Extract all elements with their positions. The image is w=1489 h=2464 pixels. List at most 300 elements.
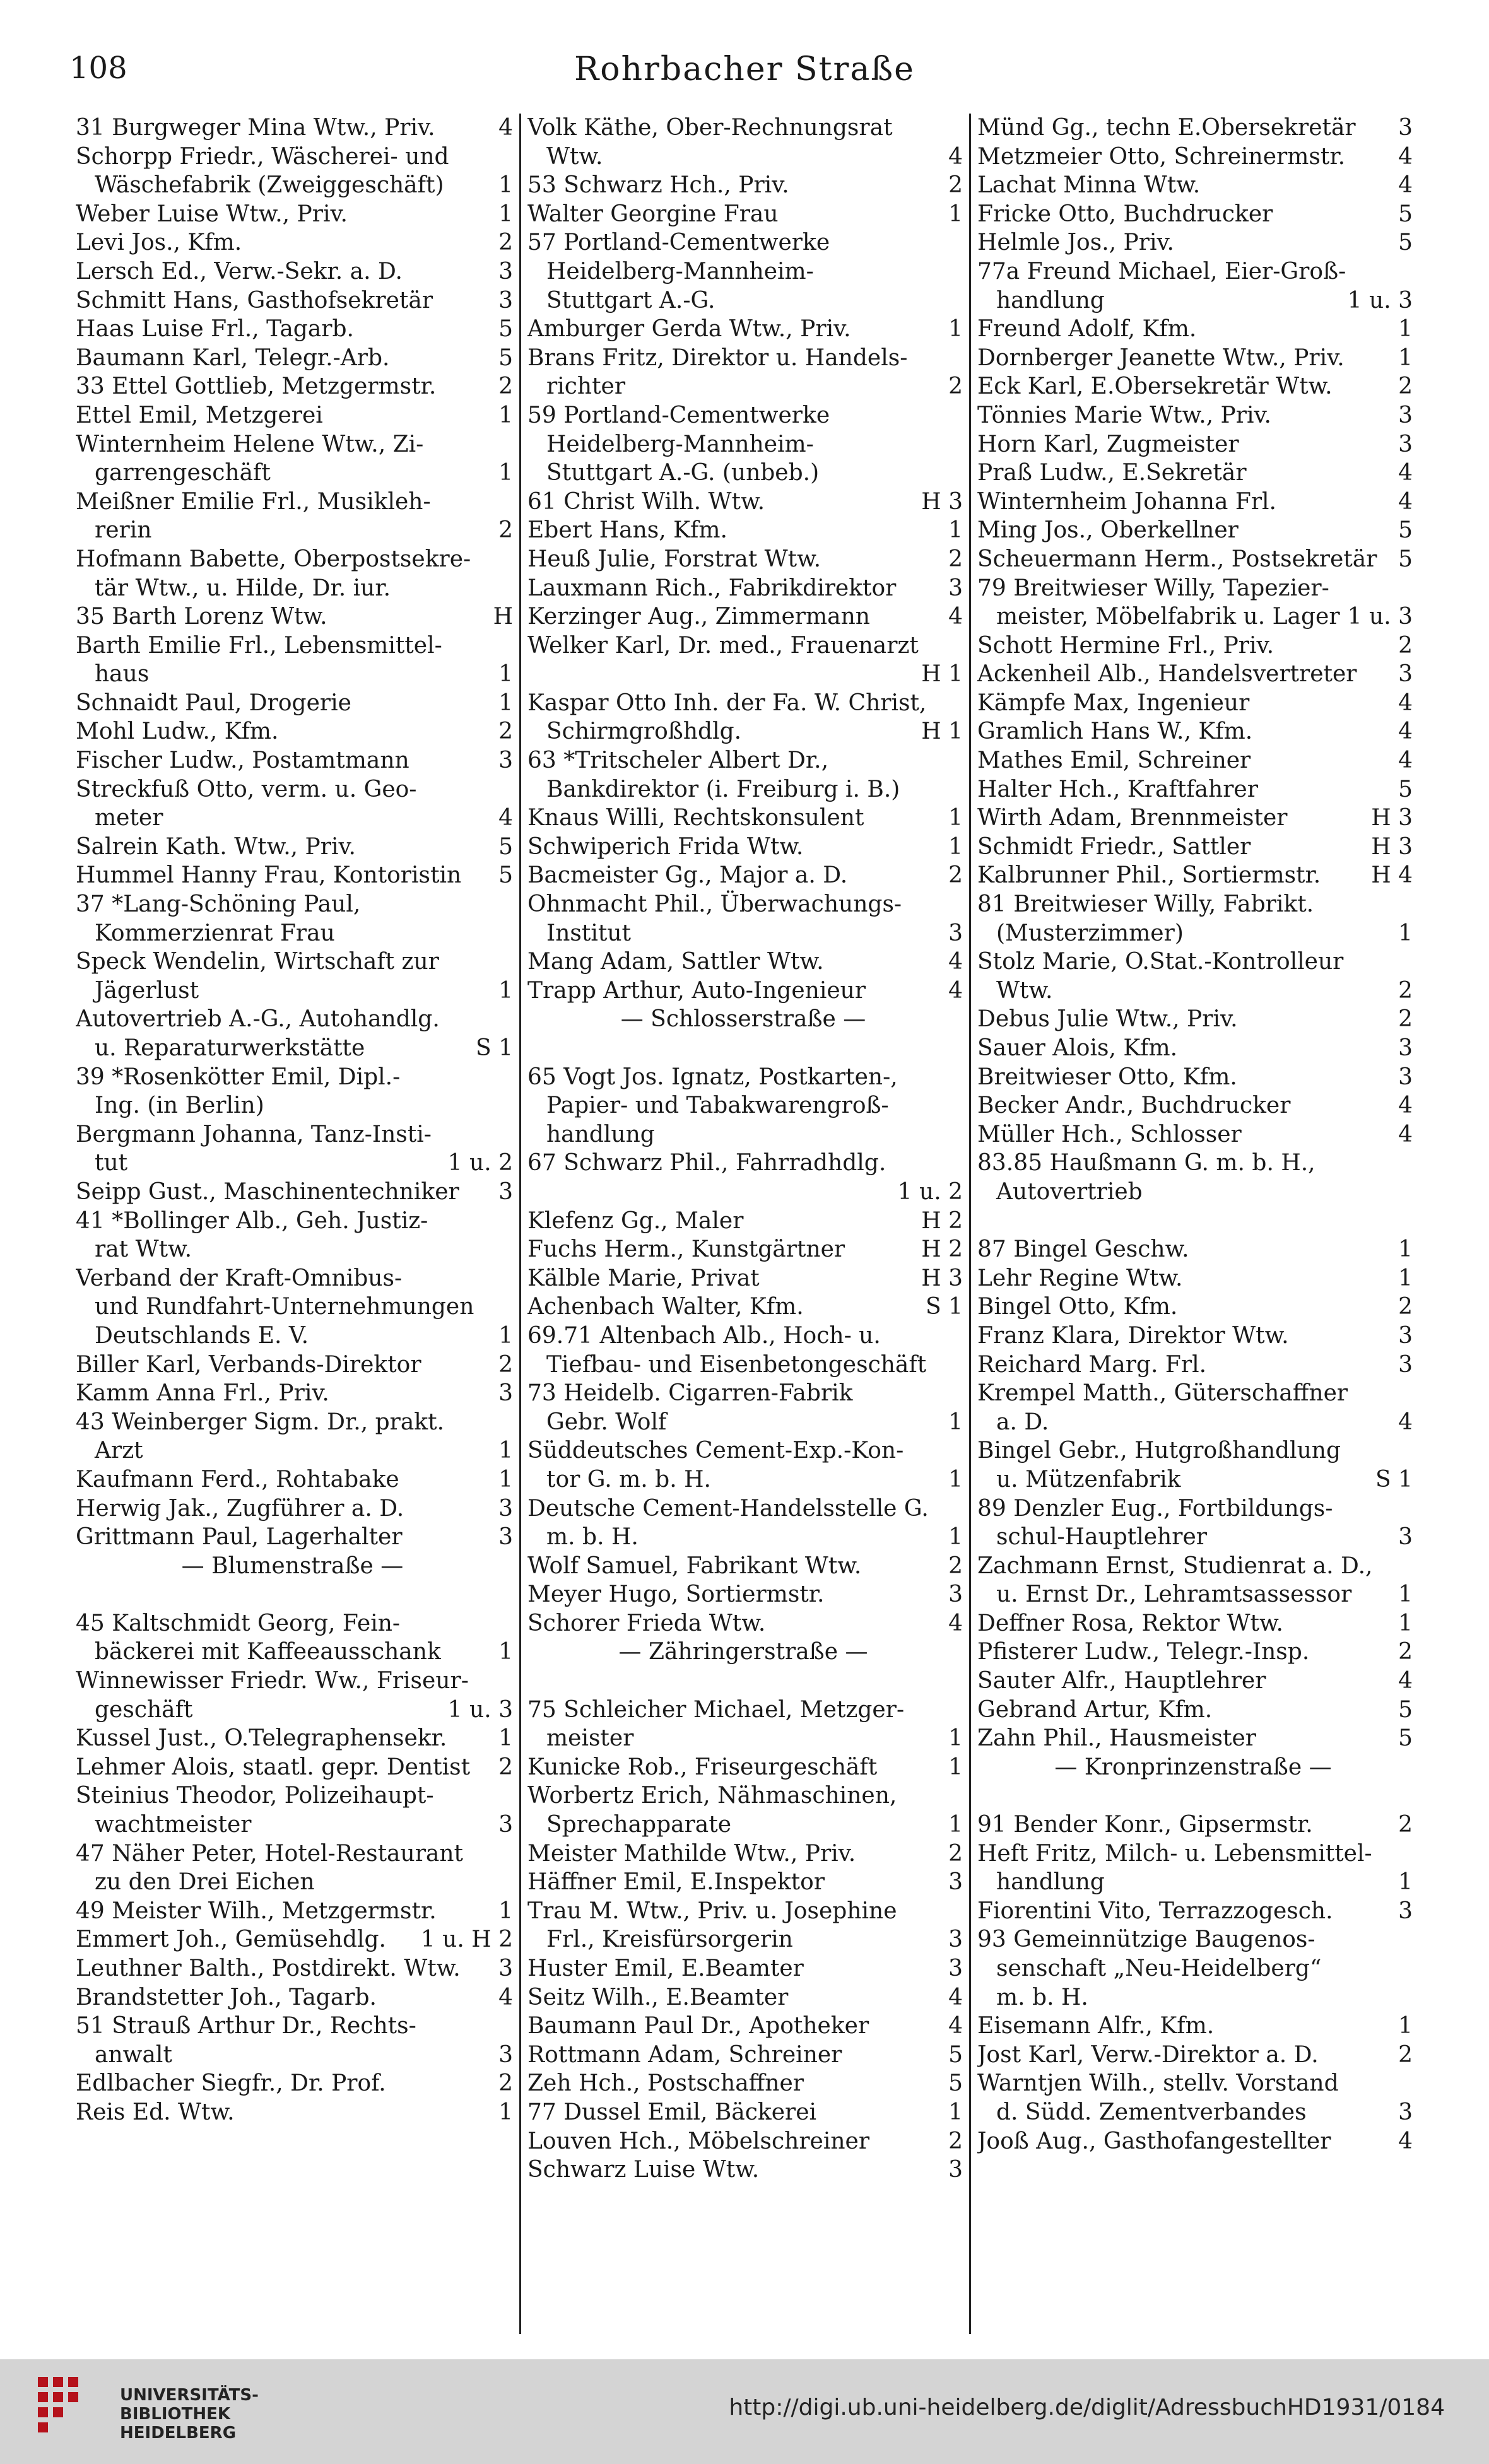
entry-floor-mark: 2 [1398,2041,1413,2068]
entry-floor-mark: 3 [498,1495,513,1522]
entry-text: Wtw. [546,143,603,170]
directory-entry [76,1753,513,1782]
entry-text: — Kronprinzenstraße — [1054,1754,1332,1780]
directory-entry [76,1005,513,1034]
entry-floor-mark: 2 [948,862,963,889]
column-2 [519,114,969,2334]
directory-entry [76,574,513,603]
entry-text: Seipp Gust., Maschinentechniker [76,1178,459,1205]
entry-text: Schorpp Friedr., Wäscherei- und [76,143,449,170]
directory-entry [977,1005,1413,1034]
entry-text: Münd Gg., techn E.Obersekretär [977,115,1356,141]
entry-text: Knaus Willi, Rechtskonsulent [527,805,864,831]
entry-floor-mark: 4 [1398,2128,1413,2154]
entry-text: — Blumenstraße — [181,1552,404,1579]
row-spacer [76,1580,513,1609]
directory-entry [977,861,1413,890]
street-section-heading [527,1005,963,1034]
entry-text: 51 Strauß Arthur Dr., Rechts- [76,2013,416,2039]
entry-floor-mark: 3 [498,287,513,314]
entry-text: Ebert Hans, Kfm. [527,517,727,544]
entry-text: Schmidt Friedr., Sattler [977,833,1251,860]
entry-floor-mark: 3 [1398,1351,1413,1378]
entry-floor-mark: 2 [948,2128,963,2154]
entry-floor-mark: 4 [1398,1121,1413,1147]
directory-entry [977,602,1413,631]
directory-entry [977,372,1413,401]
directory-entry [977,660,1413,689]
entry-floor-mark: 3 [1398,431,1413,457]
entry-floor-mark: 1 u. 3 [1347,287,1413,314]
entry-floor-mark: 3 [948,920,963,946]
directory-entry [977,1810,1413,1839]
entry-text: Ettel Emil, Metzgerei [76,402,323,428]
entry-text: 31 Burgweger Mina Wtw., Priv. [76,115,435,141]
entry-text: Meißner Emilie Frl., Musikleh- [76,488,431,515]
directory-entry [977,1149,1413,1178]
directory-entry [977,1580,1413,1609]
entry-text: senschaft „Neu-Heidelberg“ [996,1956,1322,1981]
entry-floor-mark: 1 [948,1409,963,1435]
entry-floor-mark: 3 [948,1869,963,1896]
entry-text: Eisemann Alfr., Kfm. [977,2013,1215,2039]
directory-entry [977,1609,1413,1638]
entry-text: Kunicke Rob., Friseurgeschäft [527,1754,878,1780]
entry-text: Kussel Just., O.Telegraphensekr. [76,1725,447,1752]
directory-entry [977,1494,1413,1523]
directory-entry [76,545,513,574]
directory-entry [527,1696,963,1725]
entry-text: Haas Luise Frl., Tagarb. [76,316,354,343]
entry-text: tor G. m. b. H. [546,1466,711,1493]
entry-text: Brans Fritz, Direktor u. Handels- [527,344,908,371]
directory-entry [977,977,1413,1006]
directory-entry [527,602,963,631]
entry-text: Trapp Arthur, Auto-Ingenieur [527,977,866,1004]
entry-text: Kommerzienrat Frau [95,920,335,946]
entry-text: Halter Hch., Kraftfahrer [977,776,1258,802]
entry-floor-mark: 1 [498,1466,513,1493]
entry-text: 65 Vogt Jos. Ignatz, Postkarten-, [527,1064,898,1090]
directory-entry [977,2127,1413,2156]
directory-entry [527,1408,963,1437]
entry-text: Meyer Hugo, Sortiermstr. [527,1581,825,1608]
entry-floor-mark: H 2 [921,1207,963,1234]
entry-text: Jost Karl, Verw.-Direktor a. D. [977,2041,1319,2068]
directory-entry [527,1436,963,1465]
entry-text: Kerzinger Aug., Zimmermann [527,604,870,630]
entry-text: Biller Karl, Verbands-Direktor [76,1351,421,1378]
entry-text: 79 Breitwieser Willy, Tapezier- [977,575,1329,601]
directory-entry [76,1609,513,1638]
entry-text: geschäft [95,1696,193,1723]
entry-text: Steinius Theodor, Polizeihaupt- [76,1783,434,1809]
directory-entry [527,1264,963,1293]
entry-floor-mark: 2 [498,1754,513,1780]
directory-entry [977,143,1413,172]
entry-text: Kälble Marie, Privat [527,1265,760,1291]
directory-entry [527,1609,963,1638]
directory-entry [527,401,963,430]
directory-entry [527,1293,963,1322]
entry-text: Kamm Anna Frl., Priv. [76,1380,329,1407]
entry-text: 53 Schwarz Hch., Priv. [527,172,789,199]
directory-entry [977,1351,1413,1380]
directory-entry [527,1494,963,1523]
entry-floor-mark: 3 [498,2041,513,2068]
directory-entry [527,890,963,919]
entry-floor-mark: 1 [1398,1265,1413,1291]
entry-text: Ackenheil Alb., Handelsvertreter [977,661,1357,688]
directory-columns [69,114,1420,2334]
entry-text: Häffner Emil, E.Inspektor [527,1869,825,1896]
entry-floor-mark: H 2 [921,1236,963,1263]
entry-floor-mark: 4 [948,143,963,170]
directory-entry [977,1264,1413,1293]
row-spacer [977,1781,1413,1810]
directory-entry [527,430,963,459]
entry-text: Welker Karl, Dr. med., Frauenarzt [527,632,919,659]
entry-floor-mark: 1 [498,172,513,199]
entry-floor-mark: 1 u. H 2 [420,1927,513,1953]
entry-text: Horn Karl, Zugmeister [977,431,1239,457]
directory-entry [527,1091,963,1120]
entry-text: richter [546,373,626,400]
entry-text: Heidelberg-Mannheim- [546,431,814,457]
directory-entry [527,1580,963,1609]
entry-text: Helmle Jos., Priv. [977,230,1174,256]
entry-text: Stuttgart A.-G. [546,287,715,314]
directory-entry [527,545,963,574]
entry-text: Edlbacher Siegfr., Dr. Prof. [76,2070,386,2097]
entry-text: 81 Breitwieser Willy, Fabrikt. [977,891,1314,918]
directory-entry [76,1293,513,1322]
entry-text: Metzmeier Otto, Schreinermstr. [977,143,1346,170]
directory-entry [977,1408,1413,1437]
entry-floor-mark: 4 [1398,488,1413,515]
entry-text: Deutschlands E. V. [95,1322,309,1349]
directory-entry [76,459,513,488]
directory-entry [527,1552,963,1581]
directory-entry [527,689,963,718]
entry-text: Breitwieser Otto, Kfm. [977,1064,1237,1090]
directory-entry [76,1351,513,1380]
entry-text: Baumann Paul Dr., Apotheker [527,2013,869,2039]
directory-entry [527,114,963,143]
entry-floor-mark: 3 [948,1956,963,1981]
directory-entry [76,1379,513,1408]
directory-entry [527,1178,963,1207]
entry-floor-mark: 3 [498,1812,513,1838]
entry-text: Zeh Hch., Postschaffner [527,2070,804,2097]
entry-text: Mohl Ludw., Kfm. [76,719,279,745]
entry-text: 75 Schleicher Michael, Metzger- [527,1696,905,1723]
directory-entry [977,804,1413,833]
entry-floor-mark: 4 [498,1984,513,2010]
directory-entry [977,1552,1413,1581]
directory-entry [977,1235,1413,1264]
directory-entry [527,574,963,603]
entry-floor-mark: 3 [1398,1898,1413,1924]
entry-floor-mark: 4 [1398,689,1413,716]
directory-entry [977,430,1413,459]
entry-floor-mark: 3 [1398,1035,1413,1061]
entry-floor-mark: 3 [1398,661,1413,688]
directory-entry [527,488,963,517]
entry-text: wachtmeister [95,1812,252,1838]
directory-entry [76,1063,513,1092]
directory-entry [977,746,1413,775]
directory-entry [977,344,1413,373]
entry-text: Amburger Gerda Wtw., Priv. [527,316,851,343]
entry-floor-mark: 1 [948,1725,963,1752]
directory-entry [977,574,1413,603]
directory-entry [977,1120,1413,1149]
entry-floor-mark: 1 [498,460,513,486]
directory-entry [76,1408,513,1437]
entry-text: 33 Ettel Gottlieb, Metzgermstr. [76,373,437,400]
entry-text: Herwig Jak., Zugführer a. D. [76,1495,404,1522]
page-number: 108 [69,50,127,86]
entry-text: Mathes Emil, Schreiner [977,748,1251,774]
entry-text: 35 Barth Lorenz Wtw. [76,604,327,630]
entry-text: — Zähringerstraße — [618,1639,868,1665]
entry-floor-mark: 5 [1398,201,1413,227]
directory-entry [76,977,513,1006]
entry-text: garrengeschäft [95,460,271,486]
entry-text: Wolf Samuel, Fabrikant Wtw. [527,1552,862,1579]
entry-text: 77 Dussel Emil, Bäckerei [527,2099,817,2125]
row-spacer [527,1667,963,1696]
directory-entry [76,804,513,833]
directory-entry [977,1465,1413,1494]
entry-floor-mark: 5 [1398,230,1413,256]
entry-text: Fischer Ludw., Postamtmann [76,748,409,774]
university-library-logo-icon [38,2377,107,2446]
directory-entry [977,919,1413,948]
entry-text: Scheuermann Herm., Postsekretär [977,546,1377,572]
entry-floor-mark: 1 [498,977,513,1004]
entry-text: handlung [546,1121,655,1147]
entry-text: Wtw. [996,977,1053,1004]
entry-text: Trau M. Wtw., Priv. u. Josephine [527,1898,897,1924]
entry-text: haus [95,661,150,688]
entry-text: Süddeutsches Cement-Exp.-Kon- [527,1438,904,1464]
entry-floor-mark: 1 [948,1812,963,1838]
entry-text: Deutsche Cement-Handelsstelle G. [527,1495,929,1522]
directory-entry [76,344,513,373]
entry-floor-mark: 1 [948,805,963,831]
directory-entry [977,1178,1413,1207]
directory-entry [527,257,963,286]
entry-floor-mark: 5 [1398,1696,1413,1723]
entry-text: m. b. H. [546,1524,639,1551]
entry-text: handlung [996,1869,1105,1896]
entry-text: Stuttgart A.-G. (unbeb.) [546,460,820,486]
entry-floor-mark: 5 [498,316,513,343]
entry-text: 87 Bingel Geschw. [977,1236,1189,1263]
entry-text: Autovertrieb [996,1178,1143,1205]
entry-floor-mark: H 1 [921,719,963,745]
directory-entry [76,171,513,200]
entry-text: 57 Portland-Cementwerke [527,230,830,256]
directory-entry [76,1839,513,1869]
directory-entry [76,717,513,746]
entry-floor-mark: 2 [498,2070,513,2097]
entry-floor-mark: 2 [1398,1294,1413,1320]
entry-text: Verband der Kraft-Omnibus- [76,1265,403,1291]
directory-entry [527,1724,963,1753]
entry-floor-mark: 1 [1398,1869,1413,1896]
entry-floor-mark: H 3 [1371,833,1413,860]
entry-text: bäckerei mit Kaffeeausschank [95,1639,441,1665]
directory-entry [527,1781,963,1810]
entry-floor-mark: 1 [1398,920,1413,946]
library-name [120,2386,259,2443]
directory-entry [977,717,1413,746]
directory-entry [76,1925,513,1954]
directory-entry [527,1149,963,1178]
directory-entry [527,2041,963,2070]
directory-entry [527,1954,963,1983]
entry-text: Fuchs Herm., Kunstgärtner [527,1236,845,1263]
directory-entry [76,1322,513,1351]
directory-entry [977,315,1413,344]
entry-floor-mark: 2 [498,719,513,745]
entry-floor-mark: S 1 [475,1035,513,1061]
entry-floor-mark: 1 [498,661,513,688]
directory-entry [527,1465,963,1494]
entry-text: Krempel Matth., Güterschaffner [977,1380,1348,1407]
entry-text: zu den Drei Eichen [95,1869,315,1896]
entry-text: Pfisterer Ludw., Telegr.-Insp. [977,1639,1310,1665]
entry-floor-mark: S 1 [1375,1466,1413,1493]
entry-floor-mark: 1 [948,1754,963,1780]
directory-entry [76,833,513,862]
directory-entry [76,2098,513,2127]
entry-floor-mark: 1 u. 3 [447,1696,513,1723]
entry-floor-mark: 5 [948,2041,963,2068]
entry-floor-mark: 1 [498,1639,513,1665]
entry-text: Reis Ed. Wtw. [76,2099,235,2125]
entry-floor-mark: 1 [948,1524,963,1551]
directory-entry [527,804,963,833]
street-section-heading [527,1638,963,1667]
entry-floor-mark: H 3 [921,488,963,515]
entry-text: m. b. H. [996,1984,1088,2010]
directory-entry [76,947,513,977]
directory-entry [76,2012,513,2041]
entry-floor-mark: 3 [498,1380,513,1407]
entry-floor-mark: 2 [948,546,963,572]
entry-floor-mark: 2 [498,230,513,256]
row-spacer [977,1207,1413,1236]
directory-entry [977,545,1413,574]
entry-text: 89 Denzler Eug., Fortbildungs- [977,1495,1333,1522]
page-title: Rohrbacher Straße [574,50,915,88]
entry-floor-mark: 5 [1398,546,1413,572]
library-name-line-2: BIBLIOTHEK [120,2405,231,2424]
directory-entry [527,1523,963,1552]
directory-entry [527,1063,963,1092]
directory-entry [76,631,513,660]
entry-text: 93 Gemeinnützige Baugenos- [977,1927,1315,1953]
directory-entry [527,1810,963,1839]
entry-floor-mark: 2 [948,172,963,199]
directory-entry [527,1379,963,1408]
entry-floor-mark: 1 [498,1725,513,1752]
entry-text: meister [546,1725,634,1752]
entry-text: Tiefbau- und Eisenbetongeschäft [546,1351,927,1378]
directory-entry [977,1379,1413,1408]
entry-floor-mark: 2 [498,517,513,544]
entry-floor-mark: 4 [948,977,963,1004]
entry-text: Gebrand Artur, Kfm. [977,1696,1213,1723]
entry-text: Wäschefabrik (Zweiggeschäft) [95,172,444,199]
entry-text: Kaufmann Ferd., Rohtabake [76,1466,399,1493]
directory-entry [527,660,963,689]
entry-floor-mark: 1 u. 2 [447,1150,513,1176]
entry-text: (Musterzimmer) [996,920,1184,946]
entry-floor-mark: 4 [1398,748,1413,774]
entry-floor-mark: 5 [498,862,513,889]
source-url-link[interactable]: http://digi.ub.uni-heidelberg.de/diglit/AdressbuchHD1931/0184 [729,2395,1445,2420]
entry-text: Louven Hch., Möbelschreiner [527,2128,870,2154]
directory-entry [977,1897,1413,1926]
entry-floor-mark: 3 [1398,115,1413,141]
directory-entry [76,1897,513,1926]
directory-entry [977,488,1413,517]
entry-floor-mark: S 1 [925,1294,963,1320]
entry-text: Fiorentini Vito, Terrazzogesch. [977,1898,1333,1924]
entry-floor-mark: 5 [1398,517,1413,544]
directory-entry [76,257,513,286]
entry-text: Lehmer Alois, staatl. gepr. Dentist [76,1754,471,1780]
entry-text: handlung [996,287,1105,314]
entry-floor-mark: 2 [948,1840,963,1867]
entry-floor-mark: 1 [498,1898,513,1924]
entry-text: Bacmeister Gg., Major a. D. [527,862,848,889]
entry-floor-mark: 1 [948,1466,963,1493]
directory-entry [977,171,1413,200]
entry-text: Mang Adam, Sattler Wtw. [527,949,824,975]
entry-text: Schirmgroßhdlg. [546,719,742,745]
footer-bar [0,2359,1489,2464]
entry-floor-mark: 3 [1398,1322,1413,1349]
directory-entry [527,200,963,229]
directory-entry [76,2041,513,2070]
entry-text: Leuthner Balth., Postdirekt. Wtw. [76,1956,461,1981]
entry-floor-mark: 5 [498,833,513,860]
directory-entry [76,430,513,459]
directory-entry [527,1351,963,1380]
entry-text: Arzt [95,1438,143,1464]
entry-text: rerin [95,517,152,544]
entry-text: Papier- und Tabakwarengroß- [546,1093,889,1119]
entry-floor-mark: 5 [948,2070,963,2097]
directory-entry [76,1781,513,1810]
entry-text: Lersch Ed., Verw.-Sekr. a. D. [76,258,403,285]
entry-text: rat Wtw. [95,1236,192,1263]
entry-text: Franz Klara, Direktor Wtw. [977,1322,1289,1349]
directory-entry [977,1638,1413,1667]
entry-floor-mark: 2 [1398,632,1413,659]
directory-entry [76,1724,513,1753]
directory-entry [76,1120,513,1149]
directory-entry [977,1293,1413,1322]
directory-entry [527,2127,963,2156]
directory-entry [977,1034,1413,1063]
